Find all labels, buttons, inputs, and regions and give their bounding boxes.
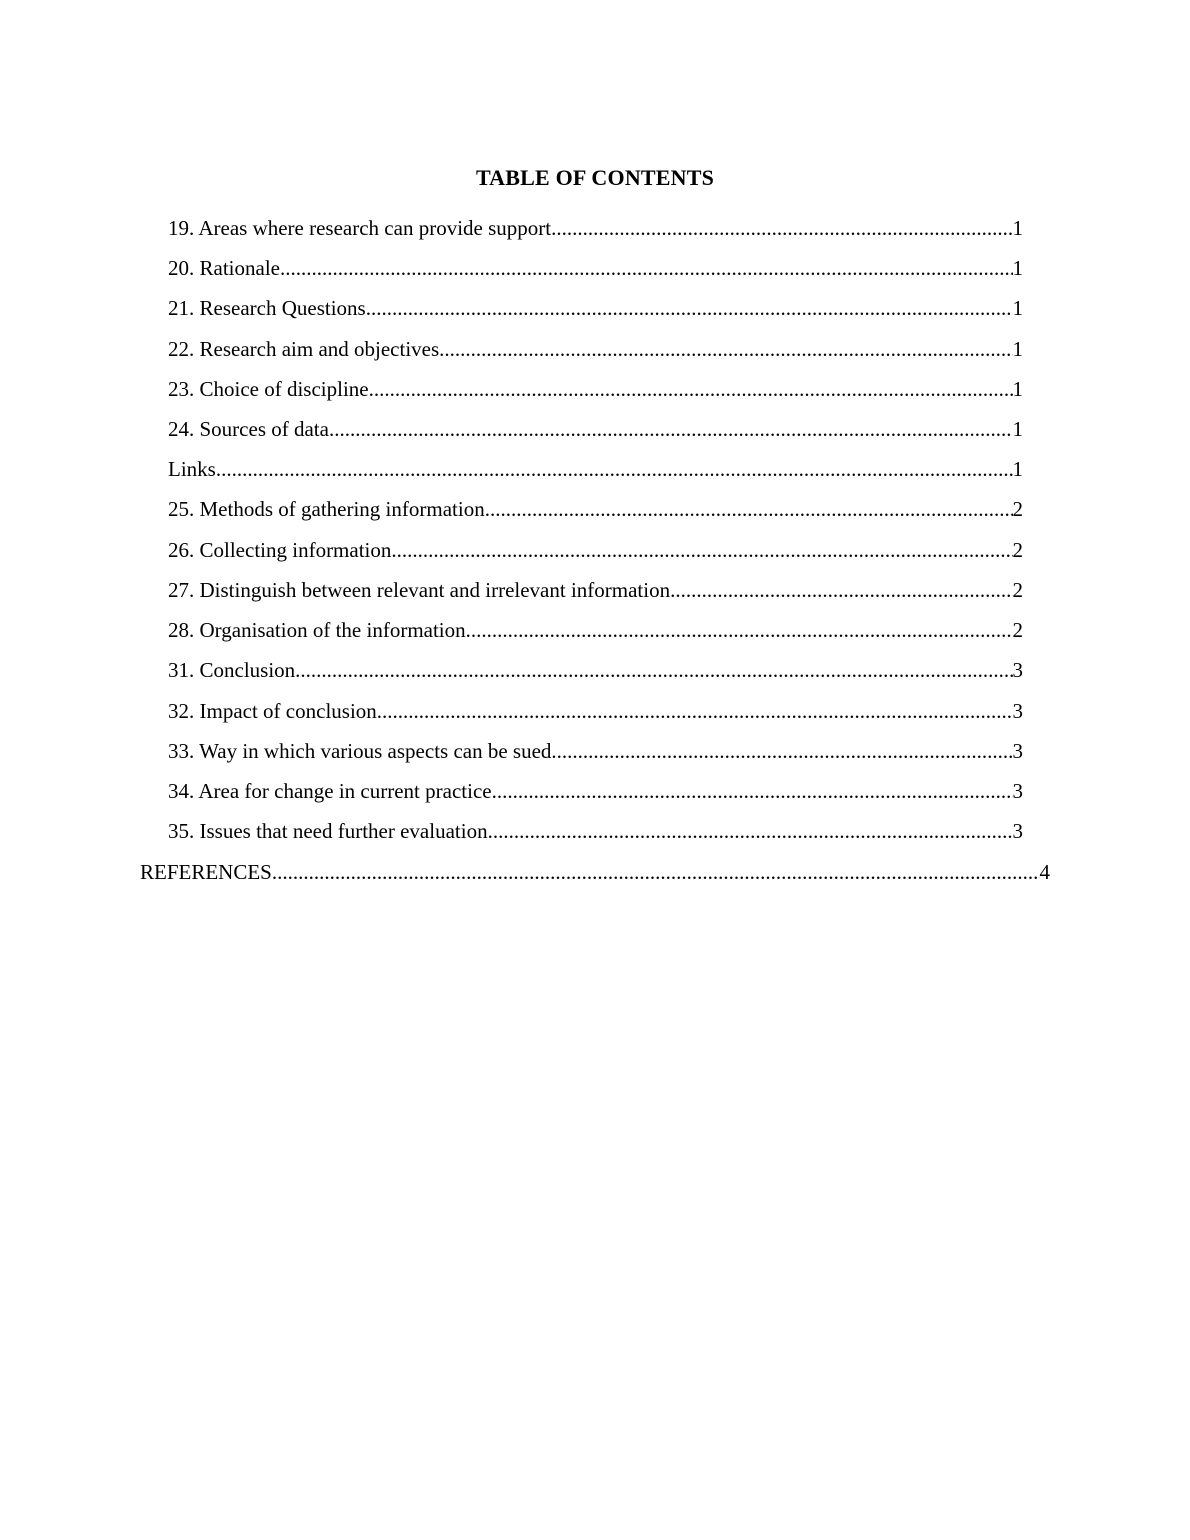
toc-dot-leader [280,253,1013,283]
toc-dot-leader [216,454,1013,484]
toc-entry-label: 35. Issues that need further evaluation [168,819,488,843]
toc-dot-leader [670,575,1012,605]
toc-entry[interactable] [168,454,1023,484]
toc-entry-page: 3 [1012,819,1023,843]
toc-entry-page: 1 [1012,296,1023,320]
toc-entry[interactable] [168,494,1023,524]
toc-entry[interactable] [168,696,1023,726]
toc-entry-page: 2 [1012,578,1023,602]
toc-entry-label: 28. Organisation of the information [168,618,466,642]
toc-entry-label: 34. Area for change in current practice [168,779,492,803]
toc-entry[interactable] [168,575,1023,605]
toc-dot-leader [439,334,1012,364]
toc-entry[interactable] [168,615,1023,645]
toc-entry-label: 22. Research aim and objectives [168,337,440,361]
toc-entry-label: 26. Collecting information [168,538,392,562]
toc-entry-page: 2 [1012,618,1023,642]
toc-dot-leader [295,655,1012,685]
toc-entry-page: 1 [1012,417,1023,441]
toc-entry-page: 1 [1012,337,1023,361]
toc-entry-page: 1 [1012,256,1023,280]
toc-dot-leader [329,414,1013,444]
toc-dot-leader [492,776,1013,806]
toc-entry-label: 20. Rationale [168,256,280,280]
toc-entry-page: 3 [1012,699,1023,723]
toc-entry-label: 33. Way in which various aspects can be sued [168,739,552,763]
toc-entry[interactable] [168,293,1023,323]
toc-entry-page: 3 [1012,658,1023,682]
toc-entry-label: Links [168,457,216,481]
toc-entry-page: 1 [1012,216,1023,240]
toc-dot-leader [272,857,1040,887]
toc-dot-leader [551,736,1012,766]
toc-entry-page: 1 [1012,457,1023,481]
toc-entry[interactable] [168,655,1023,685]
toc-entry-page: 2 [1012,538,1023,562]
toc-entry-label: 31. Conclusion [168,658,296,682]
toc-title: TABLE OF CONTENTS [475,165,715,190]
toc-dot-leader [551,213,1012,243]
toc-dot-leader [366,293,1013,323]
toc-entry-page: 3 [1012,779,1023,803]
toc-dot-leader [466,615,1013,645]
toc-entry[interactable] [168,414,1023,444]
toc-dot-leader [485,494,1013,524]
toc-entry[interactable] [168,253,1023,283]
toc-entry-page: 3 [1012,739,1023,763]
toc-entry[interactable] [168,535,1023,565]
toc-entry[interactable] [168,213,1023,243]
toc-dot-leader [377,696,1013,726]
toc-entry-label: 19. Areas where research can provide support [168,216,552,240]
toc-entry[interactable] [168,816,1023,846]
toc-entry-label: REFERENCES [140,860,272,884]
toc-entry[interactable] [168,736,1023,766]
toc-entry-label: 24. Sources of data [168,417,329,441]
toc-dot-leader [488,816,1013,846]
toc-entry-label: 32. Impact of conclusion [168,699,377,723]
toc-entry-page: 2 [1012,497,1023,521]
toc-entry[interactable] [168,374,1023,404]
toc-entry[interactable] [168,776,1023,806]
toc-entry-page: 1 [1012,377,1023,401]
toc-entry-label: 25. Methods of gathering information [168,497,485,521]
toc-dot-leader [391,535,1012,565]
toc-entry-page: 4 [1039,860,1050,884]
toc-dot-leader [369,374,1013,404]
toc-entry-label: 27. Distinguish between relevant and irrelevant information [168,578,671,602]
toc-entry[interactable] [168,334,1023,364]
toc-entry-references[interactable] [140,857,1050,887]
toc-entry-label: 21. Research Questions [168,296,366,320]
toc-entry-label: 23. Choice of discipline [168,377,369,401]
